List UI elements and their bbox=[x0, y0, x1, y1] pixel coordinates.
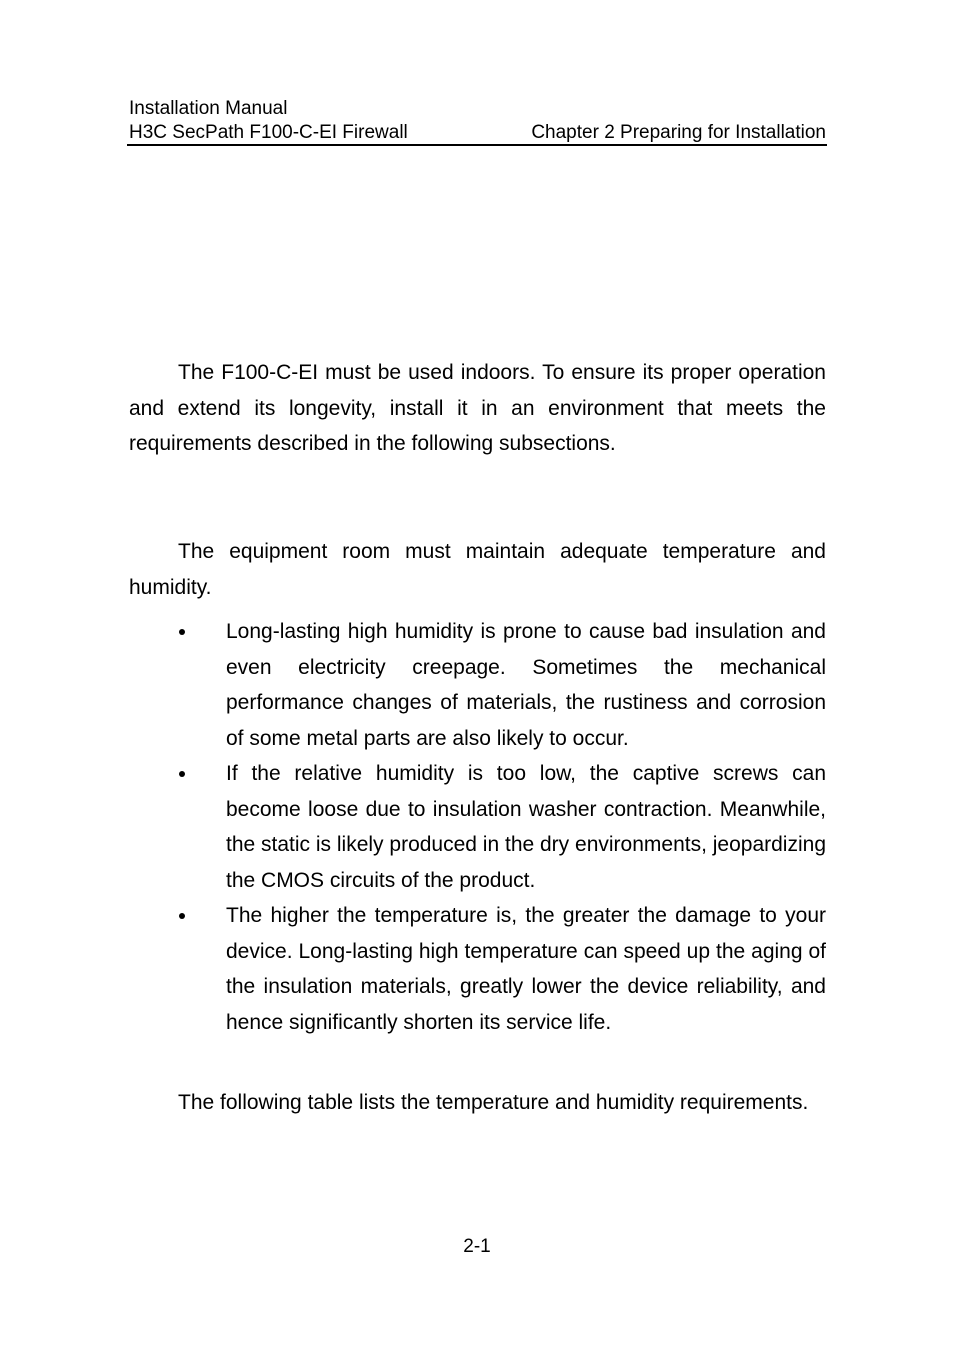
list-item bbox=[129, 898, 826, 1040]
requirements-list bbox=[129, 614, 826, 1040]
temperature-intro-paragraph: The equipment room must maintain adequate temperature and humidity. bbox=[129, 540, 826, 599]
header-divider bbox=[127, 144, 827, 146]
manual-title: Installation Manual bbox=[129, 98, 288, 119]
list-item bbox=[129, 614, 826, 756]
chapter-title: Chapter 2 Preparing for Installation bbox=[531, 122, 826, 143]
bullet-icon bbox=[179, 913, 185, 919]
intro-paragraph: The F100-C-EI must be used indoors. To ensure its proper operation and extend its longevity, install it in an environment that meets the requirements described in the following subsections. bbox=[129, 361, 826, 455]
list-item-text: The higher the temperature is, the greater the damage to your device. Long-lasting high temperature can speed up the aging of the insulation materials, greatly lower the device reliability, and hence significantly shorten its service life. bbox=[226, 904, 826, 1034]
list-item-text: If the relative humidity is too low, the captive screws can become loose due to insulation washer contraction. Meanwhile, the static is likely produced in the dry environments, jeopardizing the CMOS circuits of the product. bbox=[226, 762, 826, 892]
table-intro-paragraph: The following table lists the temperature and humidity requirements. bbox=[178, 1091, 809, 1114]
page-number: 2-1 bbox=[463, 1236, 491, 1257]
list-item-text: Long-lasting high humidity is prone to cause bad insulation and even electricity creepage. Sometimes the mechanical performance changes of materials, the rustiness and corrosion of some metal parts are also likely to occur. bbox=[226, 620, 826, 750]
header-row bbox=[129, 121, 826, 145]
bullet-icon bbox=[179, 771, 185, 777]
page-header bbox=[129, 97, 826, 145]
bullet-icon bbox=[179, 629, 185, 635]
product-name: H3C SecPath F100-C-EI Firewall bbox=[129, 122, 408, 143]
list-item bbox=[129, 756, 826, 898]
